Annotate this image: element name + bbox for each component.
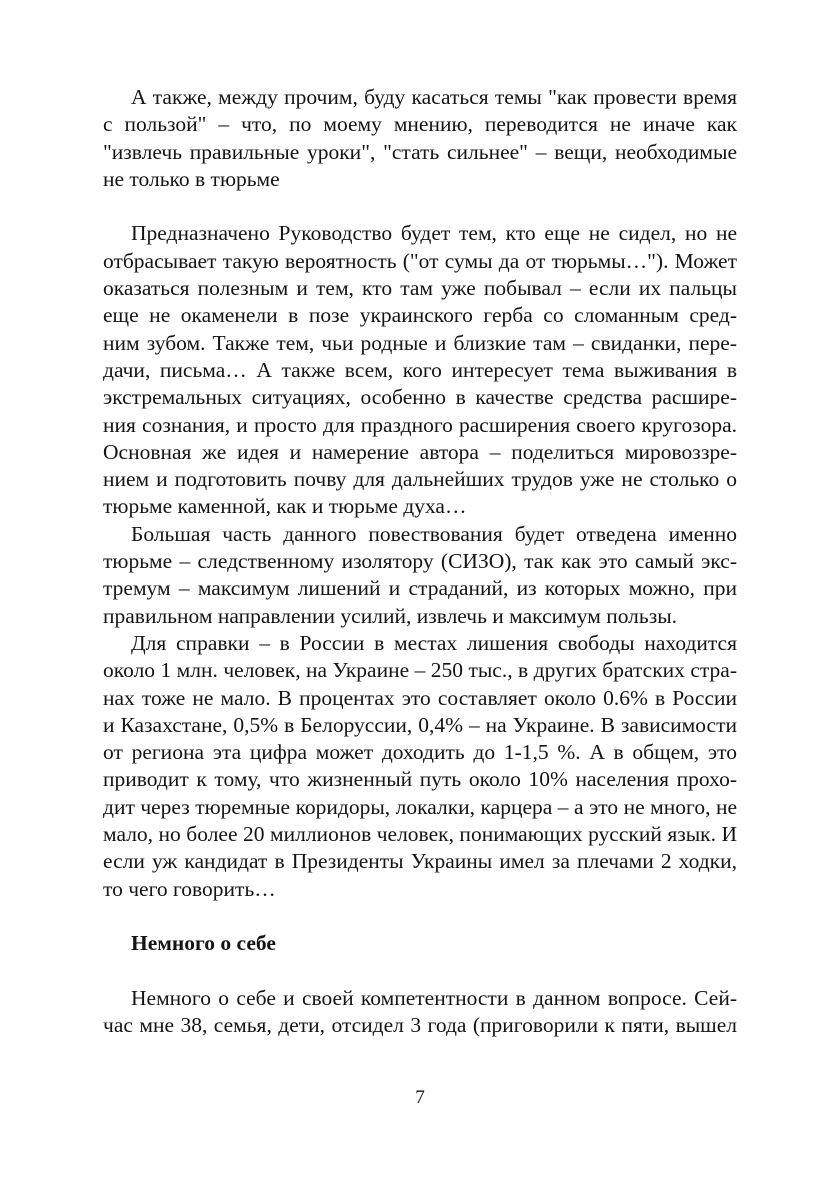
text-line: тюрьме каменной, как и тюрьме духа… xyxy=(103,494,467,519)
text-line: правильном направлении усилий, извлечь и максимум пользы. xyxy=(103,603,678,628)
text-line: то чего говорить… xyxy=(103,876,276,901)
text-line: около 1 млн. человек, на Украине – 250 тыс., в других братских стра- xyxy=(103,658,737,683)
text-line: дачи, письма… А также всем, кого интересует тема выживания в xyxy=(103,357,737,382)
text-line: не только в тюрьме xyxy=(103,166,280,191)
text-line: приводит к тому, что жизненный путь около 10% населения прохо- xyxy=(103,767,737,792)
paragraph-spacer xyxy=(103,193,737,220)
text-line: тюрьме – следственному изолятору (СИЗО), так как это самый экс- xyxy=(103,549,737,574)
section-heading: Немного о себе xyxy=(131,931,276,956)
text-line: мало, но более 20 миллионов человек, понимающих русский язык. И xyxy=(103,822,737,847)
text-line: если уж кандидат в Президенты Украины имел за плечами 2 ходки, xyxy=(103,849,737,874)
paragraph-1 xyxy=(103,84,737,193)
section-spacer xyxy=(103,958,737,985)
text-line: нах тоже не мало. В процентах это составляет около 0.6% в России xyxy=(103,685,737,710)
text-line: тремум – максимум лишений и страданий, из которых можно, при xyxy=(103,576,737,601)
paragraph-2 xyxy=(103,220,737,520)
text-line: ния сознания, и просто для праздного расширения своего кругозора. xyxy=(103,412,737,437)
paragraph-3 xyxy=(103,521,737,630)
text-line: отбрасывает такую вероятность ("от сумы да от тюрьмы…"). Может xyxy=(103,248,737,273)
text-line: Основная же идея и намерение автора – поделиться мировоззре- xyxy=(103,439,737,464)
text-line: "извлечь правильные уроки", "стать сильнее" – вещи, необходимые xyxy=(103,139,737,164)
text-line: дит через тюремные коридоры, локалки, карцера – а это не много, не xyxy=(103,794,737,819)
text-line: А также, между прочим, буду касаться темы "как провести время xyxy=(131,85,737,109)
text-line: Немного о себе и своей компетентности в данном вопросе. Сей- xyxy=(131,985,737,1010)
text-line: Большая часть данного повествования будет отведена именно xyxy=(131,521,737,546)
text-line: с пользой" – что, по моему мнению, переводится не иначе как xyxy=(103,112,737,137)
page-number: 7 xyxy=(415,1087,425,1108)
text-line: от региона эта цифра может доходить до 1-1,5 %. А в общем, это xyxy=(103,740,737,765)
text-line: час мне 38, семья, дети, отсидел 3 года (приговорили к пяти, вышел xyxy=(103,1013,737,1038)
text-line: еще не окаменели в позе украинского герба со сломанным сред- xyxy=(103,303,737,328)
text-line: экстремальных ситуациях, особенно в качестве средства расшире- xyxy=(103,385,737,410)
text-line: Для справки – в России в местах лишения свободы находится xyxy=(131,630,737,655)
paragraph-5 xyxy=(103,985,737,1040)
page-body xyxy=(103,84,737,1039)
text-line: Предназначено Руководство будет тем, кто еще не сидел, но не xyxy=(131,221,737,246)
text-line: ним зубом. Также тем, чьи родные и близкие там – свиданки, пере- xyxy=(103,330,737,355)
text-line: оказаться полезным и тем, кто там уже побывал – если их пальцы xyxy=(103,276,737,301)
text-line: нием и подготовить почву для дальнейших трудов уже не столько о xyxy=(103,467,737,492)
text-line: и Казахстане, 0,5% в Белоруссии, 0,4% – на Украине. В зависимости xyxy=(103,712,737,737)
paragraph-4 xyxy=(103,630,737,903)
section-spacer xyxy=(103,903,737,930)
